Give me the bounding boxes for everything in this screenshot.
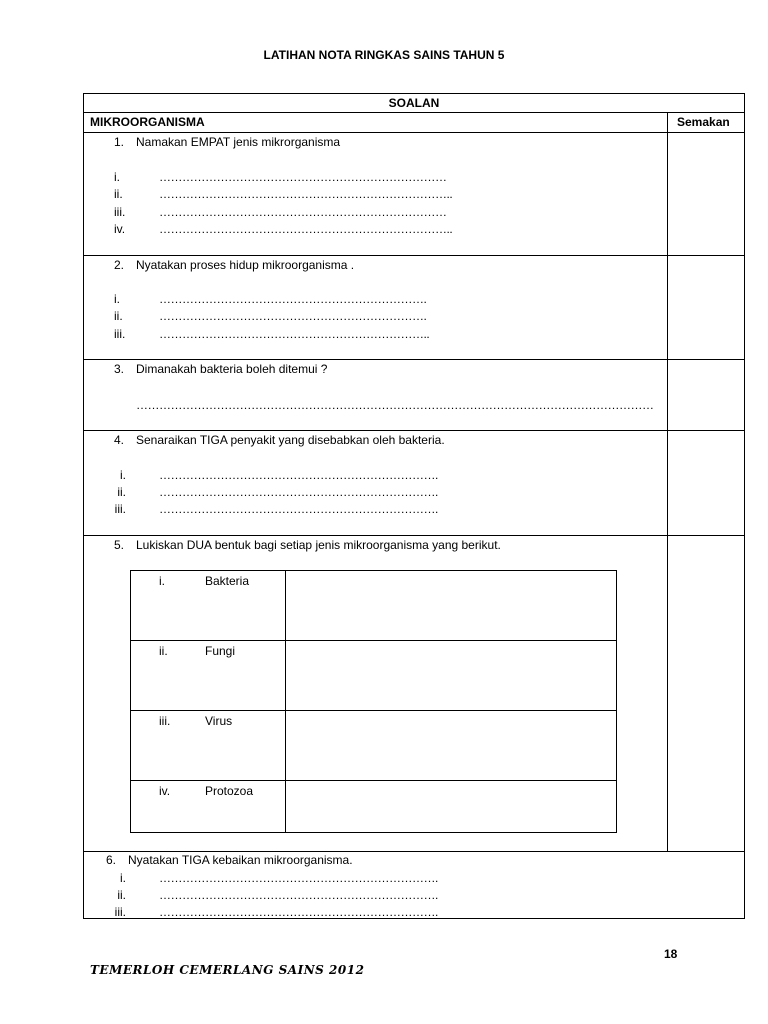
page-number: 18	[664, 947, 678, 961]
answer-roman: ii.	[117, 485, 126, 499]
table-heading: SOALAN	[388, 96, 440, 110]
organism-name: Bakteria	[205, 574, 250, 588]
answer-line[interactable]: ……………………………………………………………..	[159, 327, 430, 341]
answer-line[interactable]: …………………………………………………………………..	[159, 222, 453, 236]
drawing-table	[130, 570, 617, 833]
drawing-area-virus[interactable]	[287, 712, 616, 779]
answer-line[interactable]: …………………………………………………………………	[159, 205, 447, 219]
row-divider	[84, 112, 744, 113]
answer-line[interactable]: …………………………………………………………………	[159, 170, 447, 184]
answer-line[interactable]: …………………………………………………………….	[159, 309, 427, 323]
answer-roman: iii.	[114, 905, 126, 919]
organism-roman: iii.	[159, 714, 171, 728]
answer-line[interactable]: …………………………………………………………………..	[159, 187, 453, 201]
answer-roman: ii.	[114, 187, 123, 201]
answer-line[interactable]: ………………………………………………………………………………………………………………………	[136, 398, 654, 412]
answer-roman: ii.	[117, 888, 126, 902]
drawing-area-protozoa[interactable]	[287, 782, 616, 831]
check-column-header: Semakan	[677, 115, 730, 129]
check-column-divider	[667, 112, 668, 851]
answer-roman: i.	[120, 468, 126, 482]
organism-roman: ii.	[159, 644, 168, 658]
row-divider	[84, 535, 744, 536]
question-number: 3.	[114, 362, 125, 376]
answer-line[interactable]: …………………………………………………………….	[159, 292, 427, 306]
row-divider	[84, 430, 744, 431]
section-label: MIKROORGANISMA	[90, 115, 205, 129]
drawing-row-divider	[131, 710, 616, 711]
row-divider	[84, 359, 744, 360]
organism-roman: iv.	[159, 784, 171, 798]
answer-roman: ii.	[114, 309, 123, 323]
question-number: 5.	[114, 538, 125, 552]
answer-line[interactable]: ……………………………………………………………….	[159, 485, 438, 499]
organism-roman: i.	[159, 574, 165, 588]
answer-roman: i.	[114, 292, 120, 306]
drawing-row-divider	[131, 780, 616, 781]
question-text: Lukiskan DUA bentuk bagi setiap jenis mikroorganisma yang berikut.	[136, 538, 501, 552]
question-text: Nyatakan TIGA kebaikan mikroorganisma.	[128, 853, 353, 867]
answer-roman: iii.	[114, 205, 126, 219]
row-divider	[84, 255, 744, 256]
organism-name: Protozoa	[205, 784, 254, 798]
question-text: Nyatakan proses hidup mikroorganisma .	[136, 258, 355, 272]
question-number: 2.	[114, 258, 125, 272]
answer-line[interactable]: ……………………………………………………………….	[159, 905, 438, 919]
question-text: Senaraikan TIGA penyakit yang disebabkan oleh bakteria.	[136, 433, 445, 447]
question-table	[83, 93, 745, 919]
row-divider	[84, 132, 744, 133]
answer-line[interactable]: ……………………………………………………………….	[159, 888, 438, 902]
question-number: 1.	[114, 135, 125, 149]
page-title: LATIHAN NOTA RINGKAS SAINS TAHUN 5	[263, 48, 505, 62]
row-divider	[84, 851, 744, 852]
question-text: Namakan EMPAT jenis mikrorganisma	[136, 135, 341, 149]
drawing-area-fungi[interactable]	[287, 642, 616, 709]
drawing-table-divider	[285, 571, 286, 832]
question-number: 4.	[114, 433, 125, 447]
answer-line[interactable]: ……………………………………………………………….	[159, 468, 438, 482]
answer-line[interactable]: ……………………………………………………………….	[159, 502, 438, 516]
answer-roman: i.	[114, 170, 120, 184]
organism-name: Virus	[205, 714, 233, 728]
question-number: 6.	[106, 853, 117, 867]
footer-brand: TEMERLOH CEMERLANG SAINS 2012	[90, 963, 365, 977]
answer-roman: i.	[120, 871, 126, 885]
organism-name: Fungi	[205, 644, 236, 658]
answer-roman: iii.	[114, 502, 126, 516]
drawing-area-bakteria[interactable]	[287, 572, 616, 639]
answer-roman: iii.	[114, 327, 126, 341]
question-text: Dimanakah bakteria boleh ditemui ?	[136, 362, 328, 376]
drawing-row-divider	[131, 640, 616, 641]
answer-roman: iv.	[114, 222, 126, 236]
answer-line[interactable]: ……………………………………………………………….	[159, 871, 438, 885]
